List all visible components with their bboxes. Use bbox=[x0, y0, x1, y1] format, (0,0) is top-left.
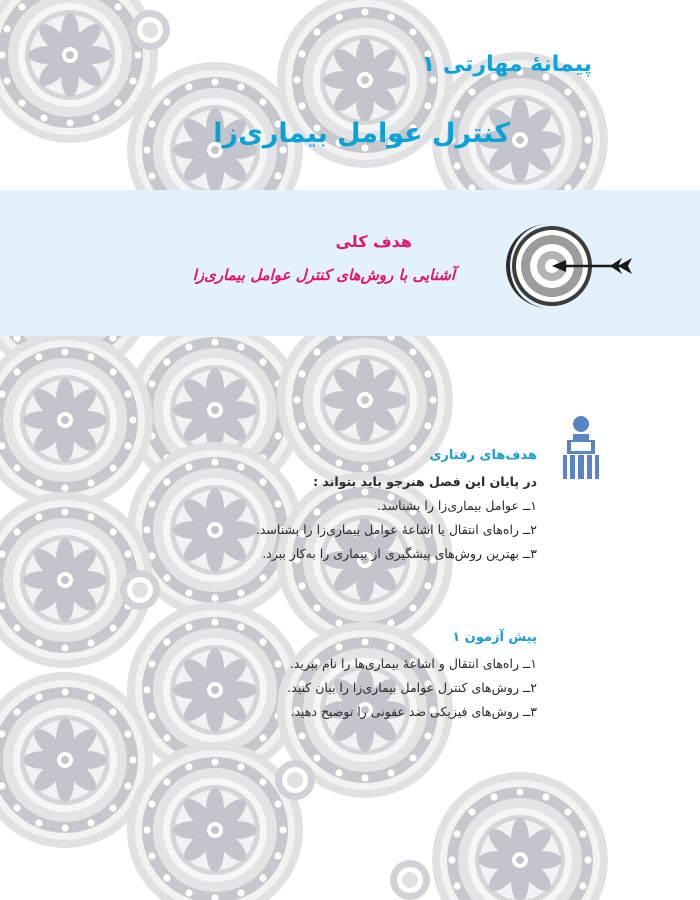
behavioral-item: ۳ــ بهترین روش‌های پیشگیری از بیماری را به‌کار ببرد. bbox=[262, 546, 537, 561]
goal-text: آشنایی با روش‌های کنترل عوامل بیماری‌زا bbox=[192, 266, 455, 284]
module-title: پیمانهٔ مهارتی ۱ bbox=[421, 52, 592, 77]
behavioral-heading: هدف‌های رفتاری bbox=[429, 448, 537, 463]
behavioral-item: ۲ــ راه‌های انتقال یا اشاعهٔ عوامل بیماری‌زا را بشناسد. bbox=[255, 522, 537, 537]
chapter-title: کنترل عوامل بیماری‌زا bbox=[213, 118, 510, 149]
behavioral-item: ۱ــ عوامل بیماری‌زا را بشناسد. bbox=[377, 498, 537, 513]
pretest-item: ۱ــ راه‌های انتقال و اشاعهٔ بیماری‌ها را نام ببرید. bbox=[289, 656, 537, 671]
goal-heading: هدف کلی bbox=[335, 232, 412, 251]
reader-icon bbox=[560, 415, 602, 481]
behavioral-intro: در پایان این فصل هنرجو باید بتواند : bbox=[313, 474, 537, 489]
target-arrow-icon bbox=[500, 218, 640, 314]
pretest-heading: پیش آزمون ۱ bbox=[452, 630, 537, 645]
pretest-item: ۳ــ روش‌های فیزیکی ضد عفونی را توضیح دهید. bbox=[290, 704, 537, 719]
pretest-item: ۲ــ روش‌های کنترل عوامل بیماری‌زا را بیان کنید. bbox=[287, 680, 537, 695]
